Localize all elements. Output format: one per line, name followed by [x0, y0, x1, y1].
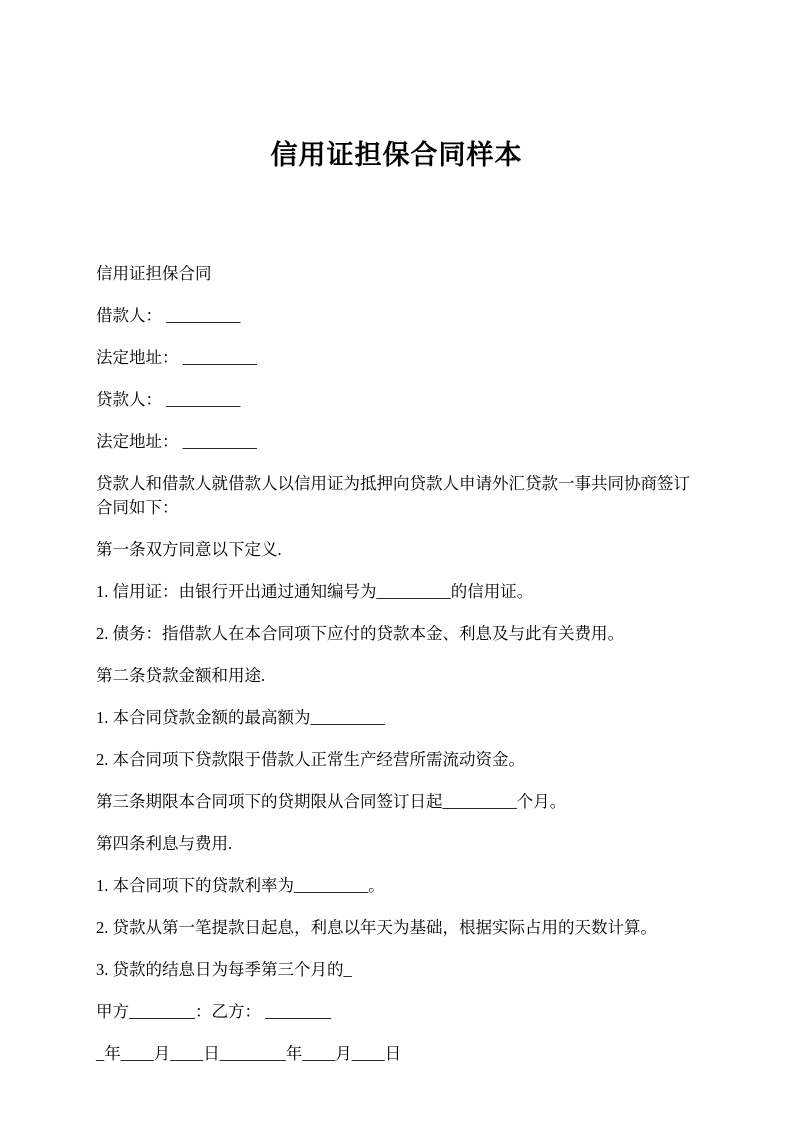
article-1-item-1: 1. 信用证：由银行开出通过通知编号为_________的信用证。: [96, 582, 534, 601]
borrower-address-line: 法定地址： _________: [96, 348, 257, 367]
article-4-item-2: 2. 贷款从第一笔提款日起息，利息以年天为基础，根据实际占用的天数计算。: [96, 918, 657, 937]
article-2-item-1: 1. 本合同贷款金额的最高额为_________: [96, 708, 385, 727]
article-1-item-2: 2. 债务：指借款人在本合同项下应付的贷款本金、利息及与此有关费用。: [96, 624, 624, 643]
lender-address-line: 法定地址： _________: [96, 432, 257, 451]
article-4-item-3: 3. 贷款的结息日为每季第三个月的_: [96, 960, 352, 979]
article-4-heading: 第四条利息与费用.: [96, 834, 233, 853]
borrower-line: 借款人： _________: [96, 306, 241, 325]
article-1-heading: 第一条双方同意以下定义.: [96, 540, 282, 559]
article-4-item-1: 1. 本合同项下的贷款利率为_________。: [96, 876, 385, 895]
lender-line: 贷款人： _________: [96, 390, 241, 409]
article-2-item-2: 2. 本合同项下贷款限于借款人正常生产经营所需流动资金。: [96, 750, 525, 769]
article-2-heading: 第二条贷款金额和用途.: [96, 666, 266, 685]
date-line: _年____月____日________年____月____日: [96, 1044, 402, 1063]
signature-line: 甲方________：乙方： ________: [96, 1002, 332, 1021]
article-3-line: 第三条期限本合同项下的贷期限从合同签订日起_________个月。: [96, 792, 567, 811]
contract-subtitle: 信用证担保合同: [96, 264, 212, 283]
preamble-paragraph: 贷款人和借款人就借款人以信用证为抵押向贷款人申请外汇贷款一事共同协商签订合同如下：: [96, 474, 690, 517]
document-title: 信用证担保合同样本: [270, 140, 523, 170]
